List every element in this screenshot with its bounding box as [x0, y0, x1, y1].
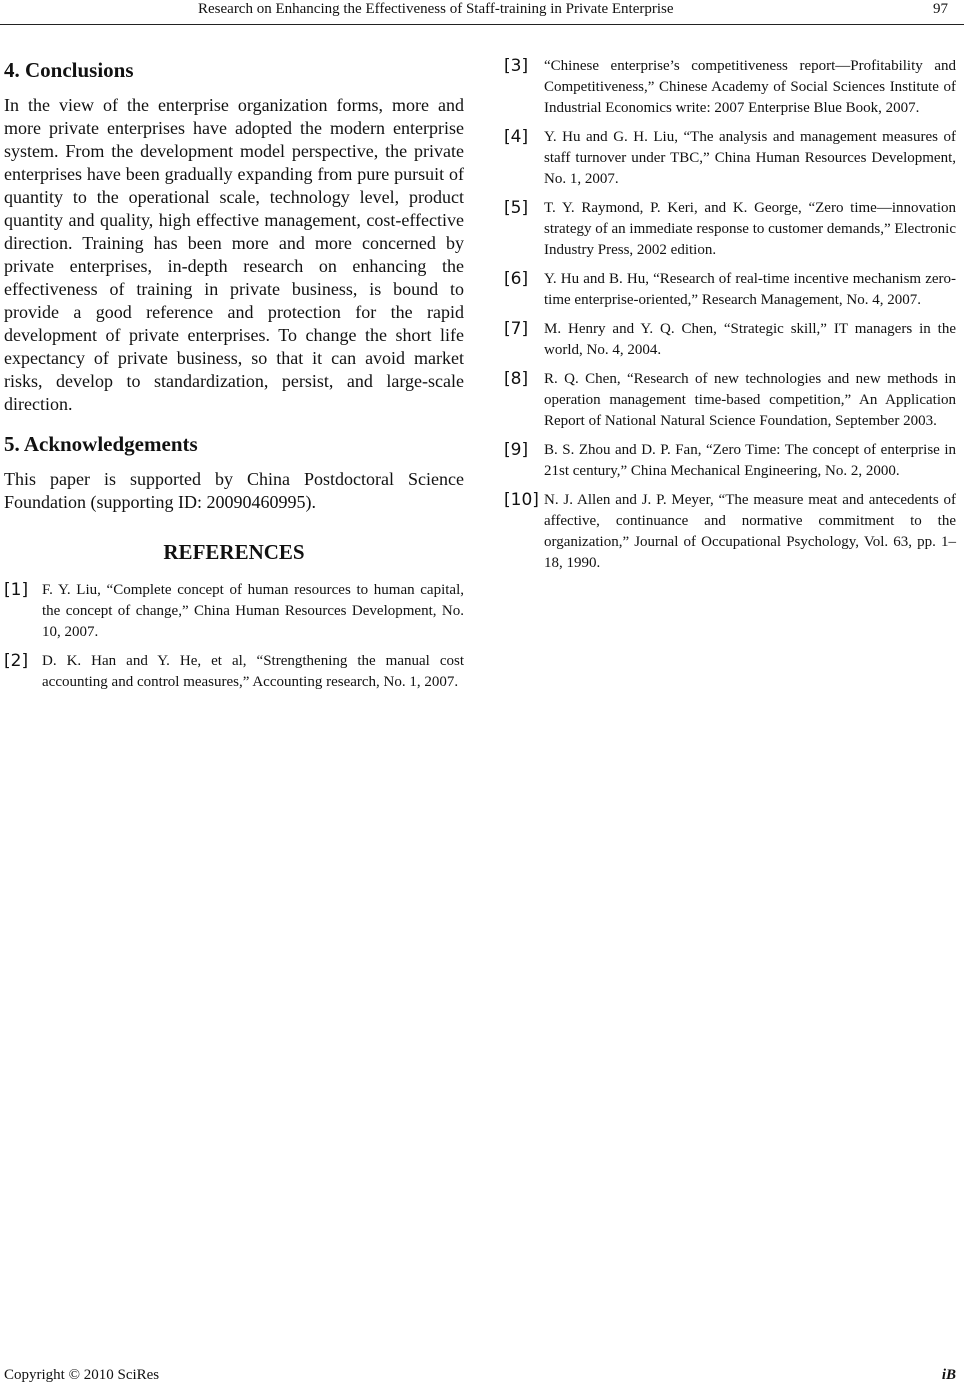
reference-number: [2]	[4, 651, 29, 671]
reference-number: [1]	[4, 580, 29, 600]
acknowledgements-heading: 5. Acknowledgements	[4, 432, 198, 456]
reference-number: [9]	[504, 440, 529, 460]
reference-text: R. Q. Chen, “Research of new technologies and new methods in operation management time-based competition,” An Application Report of National Natural Science Foundation, September 2003.	[544, 371, 956, 429]
reference-item	[4, 580, 464, 643]
reference-number: [4]	[504, 127, 529, 147]
reference-number: [7]	[504, 319, 529, 339]
reference-item	[504, 269, 956, 311]
reference-text: D. K. Han and Y. He, et al, “Strengthening the manual cost accounting and control measures,” Accounting research, No. 1, 2007.	[42, 653, 464, 690]
reference-item	[504, 127, 956, 190]
reference-item	[504, 56, 956, 119]
reference-text: Y. Hu and G. H. Liu, “The analysis and management measures of staff turnover under TBC,” China Human Resources Development, No. 1, 2007.	[544, 129, 956, 187]
reference-number: [6]	[504, 269, 529, 289]
journal-abbreviation: iB	[941, 1367, 956, 1383]
conclusions-heading: 4. Conclusions	[4, 58, 134, 82]
reference-item	[504, 198, 956, 261]
reference-item	[504, 440, 956, 482]
reference-text: B. S. Zhou and D. P. Fan, “Zero Time: The concept of enterprise in 21st century,” China Mechanical Engineering, No. 2, 2000.	[544, 442, 956, 479]
page-number: 97	[933, 1, 948, 17]
running-header	[0, 0, 964, 25]
reference-item	[4, 651, 464, 693]
reference-text: M. Henry and Y. Q. Chen, “Strategic skill,” IT managers in the world, No. 4, 2004.	[544, 321, 956, 358]
reference-item	[504, 369, 956, 432]
reference-number: [5]	[504, 198, 529, 218]
reference-number: [10]	[504, 490, 539, 510]
running-title: Research on Enhancing the Effectiveness of Staff-training in Private Enterprise	[198, 1, 674, 17]
right-column	[504, 56, 956, 582]
reference-item	[504, 490, 956, 574]
reference-text: N. J. Allen and J. P. Meyer, “The measure meat and antecedents of affective, continuance and normative commitment to the organization,” Journal of Occupational Psychology, Vol. 63, pp. 1–18, 1990.	[544, 492, 956, 571]
left-column	[4, 56, 464, 701]
conclusions-paragraph: In the view of the enterprise organization forms, more and more private enterprises have adopted the modern enterprise system. From the development model perspective, the private enterprises have been gradually expanding from pure pursuit of quantity to the operational scale, technology level, product quantity and quality, high effective management, cost-effective direction. Training has been more and more concerned by private enterprises, in-depth research on enhancing the effectiveness of training in private business, is bound to provide a good reference and protection for the rapid development of private enterprises. To change the short life expectancy of private business, so that it can avoid market risks, develop to standardization, persist, and large-scale direction.	[4, 95, 464, 414]
reference-text: Y. Hu and B. Hu, “Research of real-time incentive mechanism zero-time enterprise-oriented,” Research Management, No. 4, 2007.	[544, 271, 956, 308]
reference-item	[504, 319, 956, 361]
reference-text: “Chinese enterprise’s competitiveness report—Profitability and Competitiveness,” Chinese Academy of Social Sciences Institute of Industrial Economics write: 2007 Enterprise Blue Book, 2007.	[544, 58, 956, 116]
acknowledgements-paragraph: This paper is supported by China Postdoctoral Science Foundation (supporting ID: 20090460995).	[4, 469, 464, 512]
reference-number: [8]	[504, 369, 529, 389]
references-heading: REFERENCES	[163, 540, 305, 564]
reference-number: [3]	[504, 56, 529, 76]
reference-text: T. Y. Raymond, P. Keri, and K. George, “Zero time—innovation strategy of an immediate response to customer demands,” Electronic Industry Press, 2002 edition.	[544, 200, 956, 258]
copyright-notice: Copyright © 2010 SciRes	[4, 1367, 160, 1383]
reference-text: F. Y. Liu, “Complete concept of human resources to human capital, the concept of change,” China Human Resources Development, No. 10, 2007.	[42, 582, 464, 640]
